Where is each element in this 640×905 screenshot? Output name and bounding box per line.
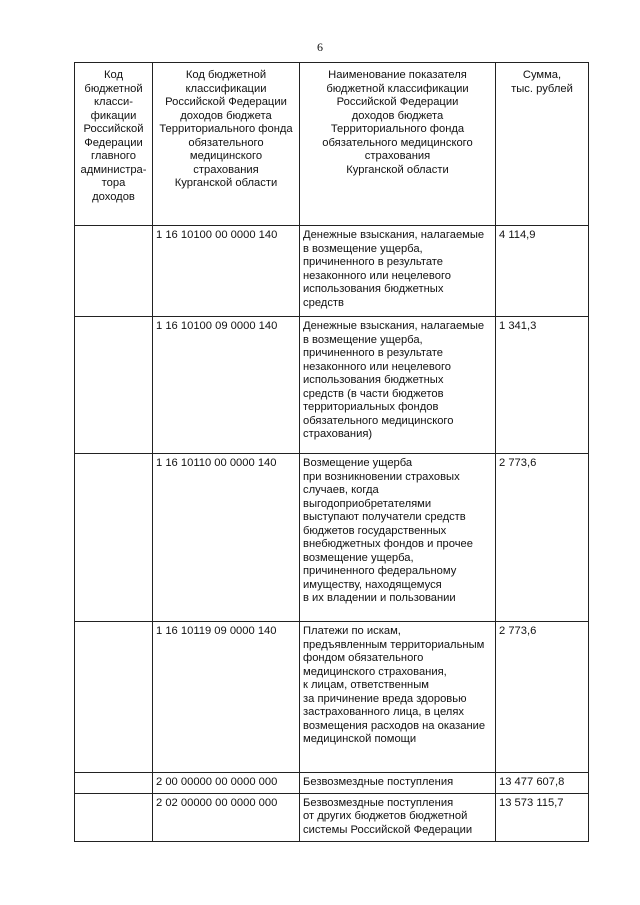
cell-sum: 2 773,6 (496, 622, 589, 773)
revenue-table (74, 62, 589, 842)
header-sum: Сумма, тыс. рублей (496, 63, 589, 226)
cell-admin-code (75, 793, 153, 841)
cell-budget-code: 2 02 00000 00 0000 000 (153, 793, 300, 841)
cell-sum: 13 477 607,8 (496, 773, 589, 794)
page-number: 6 (317, 40, 323, 54)
cell-budget-code: 1 16 10100 00 0000 140 (153, 226, 300, 317)
cell-indicator-name: Денежные взыскания, налагаемые в возмещение ущерба, причиненного в результате незаконного или нецелевого использования бюджетных средств (300, 226, 496, 317)
cell-admin-code (75, 317, 153, 454)
cell-sum: 13 573 115,7 (496, 793, 589, 841)
cell-budget-code: 1 16 10119 09 0000 140 (153, 622, 300, 773)
cell-admin-code (75, 773, 153, 794)
header-budget-code: Код бюджетной классификации Российской Федерации доходов бюджета Территориального фонда обязательного медицинского страхования Курганской области (153, 63, 300, 226)
cell-indicator-name: Платежи по искам, предъявленным территориальным фондом обязательного медицинского страхования, к лицам, ответственным за причинение вреда здоровью застрахованного лица, в целях возмещения расходов на оказание медицинской помощи (300, 622, 496, 773)
table-header-row (75, 63, 589, 226)
table-row (75, 226, 589, 317)
table-row (75, 454, 589, 622)
header-admin-code: Код бюджетной класси- фикации Российской Федерации главного администра- тора доходов (75, 63, 153, 226)
cell-admin-code (75, 226, 153, 317)
cell-indicator-name: Безвозмездные поступления (300, 773, 496, 794)
header-indicator-name: Наименование показателя бюджетной классификации Российской Федерации доходов бюджета Территориального фонда обязательного медицинского страхования Курганской области (300, 63, 496, 226)
cell-indicator-name: Денежные взыскания, налагаемые в возмещение ущерба, причиненного в результате незаконного или нецелевого использования бюджетных средств (в части бюджетов территориальных фондов обязательного медицинского страхования) (300, 317, 496, 454)
cell-budget-code: 1 16 10100 09 0000 140 (153, 317, 300, 454)
cell-sum: 1 341,3 (496, 317, 589, 454)
table-row (75, 773, 589, 794)
cell-admin-code (75, 622, 153, 773)
cell-indicator-name: Безвозмездные поступления от других бюджетов бюджетной системы Российской Федерации (300, 793, 496, 841)
cell-admin-code (75, 454, 153, 622)
cell-sum: 2 773,6 (496, 454, 589, 622)
cell-budget-code: 1 16 10110 00 0000 140 (153, 454, 300, 622)
table-row (75, 622, 589, 773)
cell-indicator-name: Возмещение ущерба при возникновении страховых случаев, когда выгодоприобретателями выступают получатели средств бюджетов государственных внебюджетных фондов и прочее возмещение ущерба, причиненного федеральному имуществу, находящемуся в их владении и пользовании (300, 454, 496, 622)
cell-sum: 4 114,9 (496, 226, 589, 317)
table-row (75, 317, 589, 454)
table-row (75, 793, 589, 841)
cell-budget-code: 2 00 00000 00 0000 000 (153, 773, 300, 794)
